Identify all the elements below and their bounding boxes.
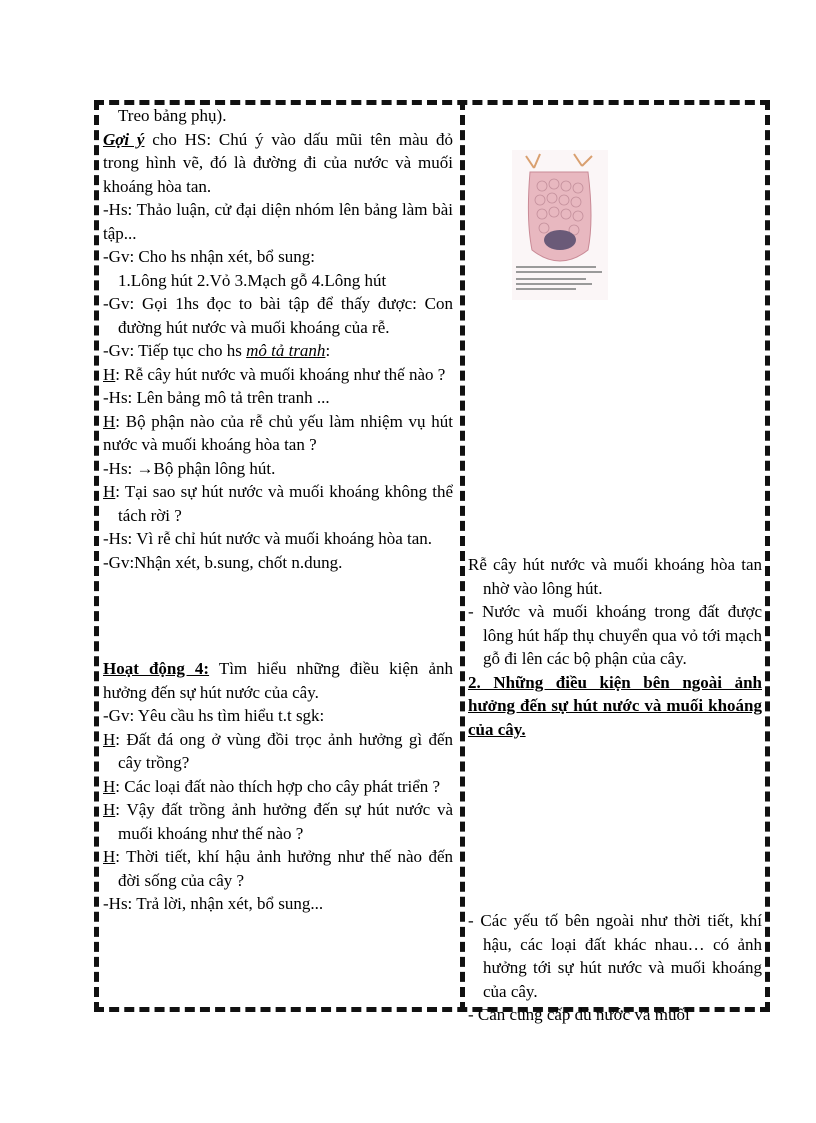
question-text: : Bộ phận nào của rễ chủ yếu làm nhiệm vụ hút nước và muối khoáng hòa tan ? (103, 411, 453, 454)
summary-root-hair: Rễ cây hút nước và muối khoáng hòa tan nhờ vào lông hút. (468, 555, 762, 598)
hint-paragraph (103, 128, 453, 199)
question (103, 410, 453, 457)
question (103, 775, 453, 799)
question (103, 363, 453, 387)
text-line: -Gv: Gọi 1hs đọc to bài tập để thấy được: Con đường hút nước và muối khoáng của rễ. (103, 294, 453, 337)
hint-text: cho HS: Chú ý vào dấu mũi tên màu đỏ trong hình vẽ, đó là đường đi của nước và muối khoáng hòa tan. (103, 129, 453, 196)
activity-heading (103, 657, 453, 704)
summary-supply: - Cần cung cấp đủ nước và muối (468, 1005, 690, 1024)
section-2-heading: 2. Những điều kiện bên ngoài ảnh hưởng đến sự hút nước và muối khoáng của cây. (468, 672, 762, 739)
question-text: : Thời tiết, khí hậu ảnh hưởng như thế nào đến đời sống của cây ? (115, 847, 453, 890)
question-label: H (103, 729, 116, 749)
text-span: -Gv: Tiếp tục cho hs (103, 341, 247, 360)
question (103, 845, 453, 892)
text-line: -Hs: Lên bảng mô tả trên tranh ... (103, 388, 330, 407)
describe-picture-link: mô tả tranh (246, 341, 326, 360)
activity-text: Tìm hiểu những điều kiện ảnh hưởng đến sự hút nước của cây. (103, 659, 453, 702)
question-text: : Rễ cây hút nước và muối khoáng như thế nào ? (115, 364, 446, 384)
question (103, 798, 453, 845)
summary-external-factors: - Các yếu tố bên ngoài như thời tiết, khí hậu, các loại đất khác nhau… có ảnh hưởng tới sự hút nước và muối khoáng của cây. (468, 911, 762, 1001)
activity-label: Hoạt động 4: (103, 659, 210, 678)
text-line: -Gv: Cho hs nhận xét, bổ sung: (103, 247, 316, 266)
answer-list: 1.Lông hút 2.Vỏ 3.Mạch gỗ 4.Lông hút (118, 270, 387, 290)
column-divider (460, 100, 465, 1012)
question-text: : Đất đá ong ở vùng đồi trọc ảnh hưởng gì đến cây trồng? (115, 729, 453, 772)
text-line: -Gv:Nhận xét, b.sung, chốt n.dung. (103, 552, 343, 572)
question-label: H (103, 482, 116, 501)
left-column (103, 104, 453, 916)
hint-label: Gợi ý (103, 129, 145, 149)
text-line (103, 339, 453, 363)
text-line: -Hs: →Bộ phận lông hút. (103, 458, 276, 478)
question (103, 728, 453, 775)
question-text: : Tại sao sự hút nước và muối khoáng không thể tách rời ? (115, 482, 453, 525)
summary-water-path: - Nước và muối khoáng trong đất được lông hút hấp thụ chuyển qua vỏ tới mạch gỗ đi lên các bộ phận của cây. (468, 602, 762, 668)
question-text: : Vậy đất trồng ảnh hưởng đến sự hút nước và muối khoáng như thế nào ? (115, 800, 453, 843)
question-label: H (103, 800, 116, 819)
root-cross-section-figure (512, 150, 608, 300)
text-line: -Hs: Trả lời, nhận xét, bổ sung... (103, 894, 324, 913)
text-span: : (325, 341, 331, 360)
question-text: : Các loại đất nào thích hợp cho cây phát triển ? (115, 776, 441, 796)
text-line: -Gv: Yêu cầu hs tìm hiểu t.t sgk: (103, 706, 325, 725)
question-label: H (103, 364, 116, 384)
question (103, 480, 453, 527)
text-line: -Hs: Vì rễ chỉ hút nước và muối khoáng hòa tan. (103, 529, 433, 548)
text-line: Treo bảng phụ). (118, 106, 227, 125)
question-label: H (103, 847, 116, 866)
vascular-core (544, 230, 576, 250)
text-line: -Hs: Thảo luận, cử đại diện nhóm lên bảng làm bài tập... (103, 200, 453, 243)
question-label: H (103, 776, 116, 796)
right-column (468, 553, 762, 1027)
question-label: H (103, 411, 116, 431)
